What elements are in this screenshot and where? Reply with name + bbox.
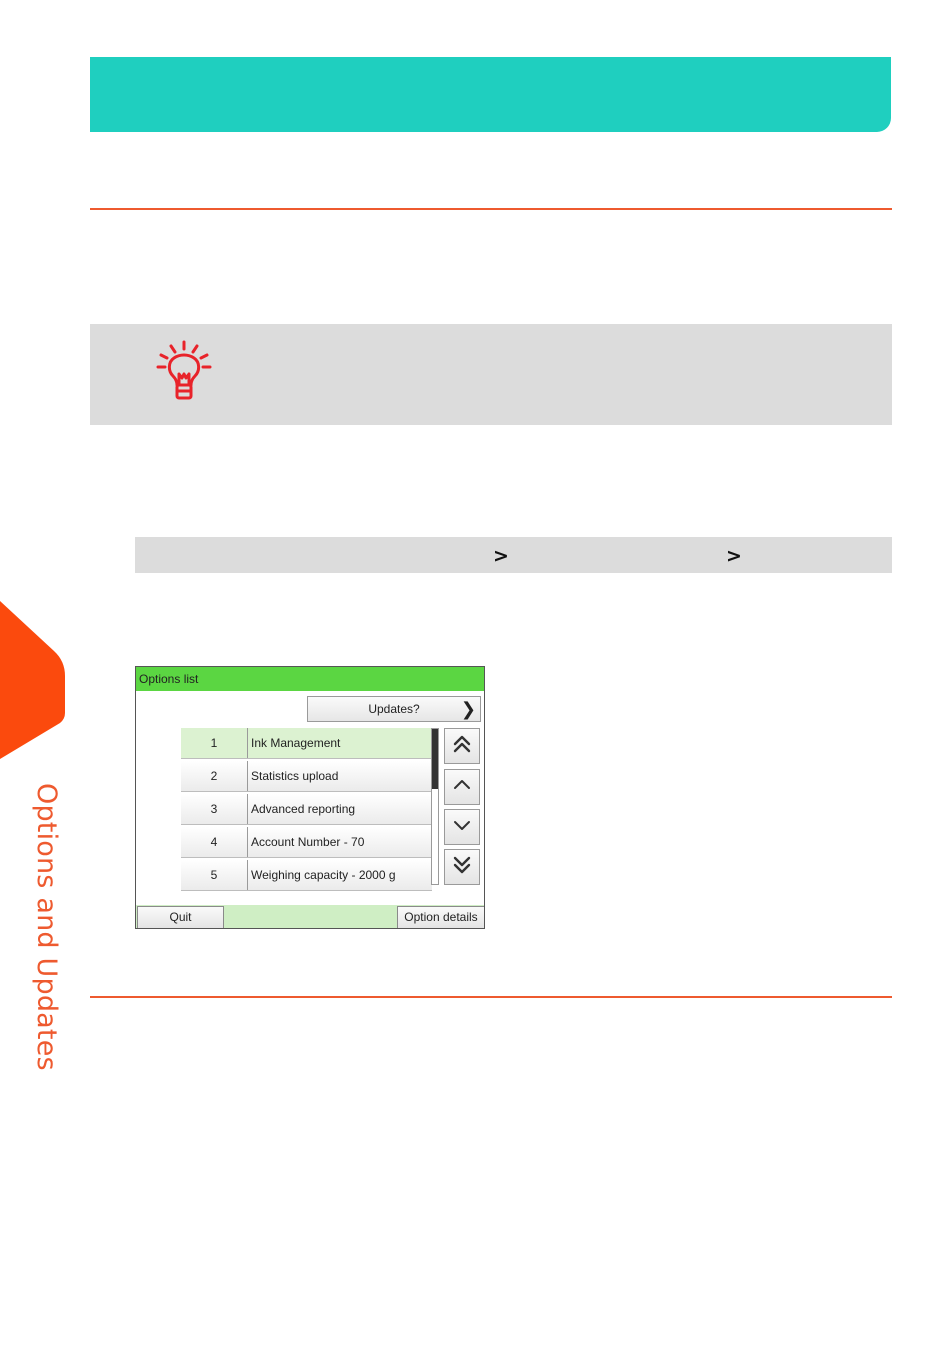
option-label: Advanced reporting [251, 802, 356, 816]
double-chevron-down-icon [452, 855, 472, 880]
quit-button[interactable]: Quit [137, 906, 224, 929]
chevron-right-icon: ❯ [460, 699, 476, 720]
list-item[interactable] [181, 728, 432, 759]
page-up-button[interactable] [444, 728, 480, 764]
list-scrollbar[interactable] [431, 728, 439, 885]
option-number: 1 [181, 728, 248, 758]
option-label: Account Number - 70 [251, 835, 365, 849]
scrollbar-thumb[interactable] [432, 729, 438, 789]
option-label: Weighing capacity - 2000 g [251, 868, 396, 882]
option-number: 5 [181, 860, 248, 890]
updates-button[interactable] [307, 696, 481, 722]
path-separator: > [493, 545, 509, 567]
lightbulb-icon [154, 338, 214, 408]
option-label: Ink Management [251, 736, 341, 750]
chapter-side-tab [0, 601, 65, 759]
list-item[interactable] [181, 860, 432, 891]
list-item[interactable] [181, 794, 432, 825]
double-chevron-up-icon [452, 734, 472, 759]
device-screen [135, 666, 485, 929]
list-item[interactable] [181, 761, 432, 792]
updates-button-label: Updates? [368, 702, 420, 716]
option-number: 2 [181, 761, 248, 791]
chevron-down-icon [452, 815, 472, 840]
screen-title: Options list [136, 667, 484, 691]
chapter-side-label: Options and Updates [31, 783, 62, 1071]
option-number: 4 [181, 827, 248, 857]
option-label: Statistics upload [251, 769, 339, 783]
scroll-up-button[interactable] [444, 769, 480, 805]
section-divider [90, 208, 892, 210]
chapter-header-banner [90, 57, 891, 132]
menu-path-bar [135, 537, 892, 573]
page-down-button[interactable] [444, 849, 480, 885]
chevron-up-icon [452, 775, 472, 800]
option-details-button[interactable]: Option details [397, 906, 485, 929]
scroll-down-button[interactable] [444, 809, 480, 845]
option-number: 3 [181, 794, 248, 824]
section-divider [90, 996, 892, 998]
tip-box [90, 324, 892, 425]
options-list [181, 728, 432, 893]
list-item[interactable] [181, 827, 432, 858]
path-separator: > [726, 545, 742, 567]
